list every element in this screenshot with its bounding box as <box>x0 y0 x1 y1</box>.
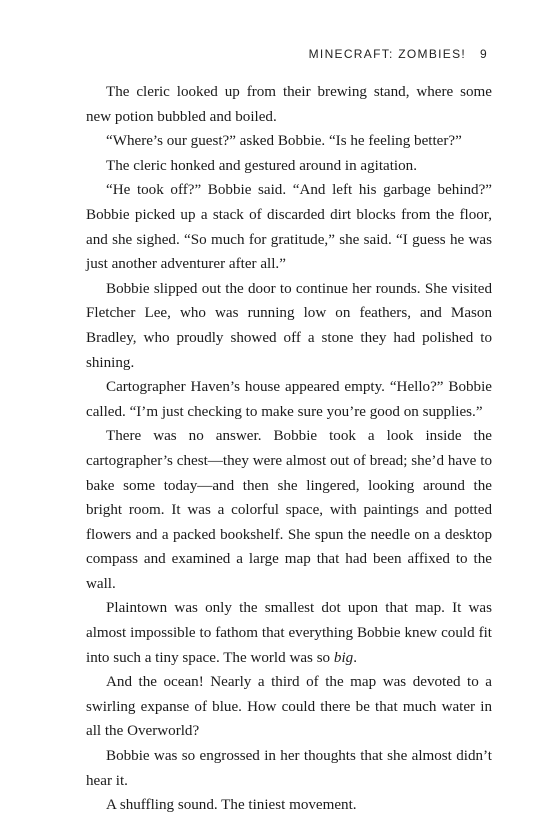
body-text <box>86 80 492 818</box>
paragraph <box>86 596 492 670</box>
paragraph: The cleric looked up from their brewing stand, where some new potion bubbled and boiled. <box>86 84 492 125</box>
paragraph: There was no answer. Bobbie took a look inside the cartographer’s chest—they were almost out of bread; she’d have to bake some today—and then she lingered, looking around the bright room. It was a colorful space, with paintings and potted flowers and a packed bookshelf. She spun the needle on a desktop compass and examined a large map that had been affixed to the wall. <box>86 428 492 592</box>
paragraph: “Where’s our guest?” asked Bobbie. “Is he feeling better?” <box>106 133 462 150</box>
running-head <box>309 47 488 61</box>
emphasis-text: big <box>333 649 354 666</box>
paragraph: Cartographer Haven’s house appeared empty. “Hello?” Bobbie called. “I’m just checking to make sure you’re good on supplies.” <box>86 379 492 420</box>
running-title: MINECRAFT: ZOMBIES! <box>308 47 467 61</box>
paragraph-text: Plaintown was only the smallest dot upon that map. It was almost impossible to fathom that everything Bobbie knew could fit into such a tiny space. The world was so <box>86 600 492 666</box>
paragraph: A shuffling sound. The tiniest movement. <box>106 797 357 814</box>
page-number: 9 <box>480 47 488 61</box>
paragraph: The cleric honked and gestured around in agitation. <box>106 157 417 174</box>
paragraph: Bobbie was so engrossed in her thoughts that she almost didn’t hear it. <box>86 748 492 789</box>
paragraph: Bobbie slipped out the door to continue her rounds. She visited Fletcher Lee, who was running low on feathers, and Mason Bradley, who proudly showed off a stone they had polished to shining. <box>86 280 492 371</box>
paragraph-text: . <box>353 649 357 666</box>
paragraph: “He took off?” Bobbie said. “And left his garbage behind?” Bobbie picked up a stack of discarded dirt blocks from the floor, and she sighed. “So much for gratitude,” she said. “I guess he was just another adventurer after all.” <box>86 182 492 273</box>
paragraph: And the ocean! Nearly a third of the map was devoted to a swirling expanse of blue. How could there be that much water in all the Overworld? <box>86 674 492 740</box>
